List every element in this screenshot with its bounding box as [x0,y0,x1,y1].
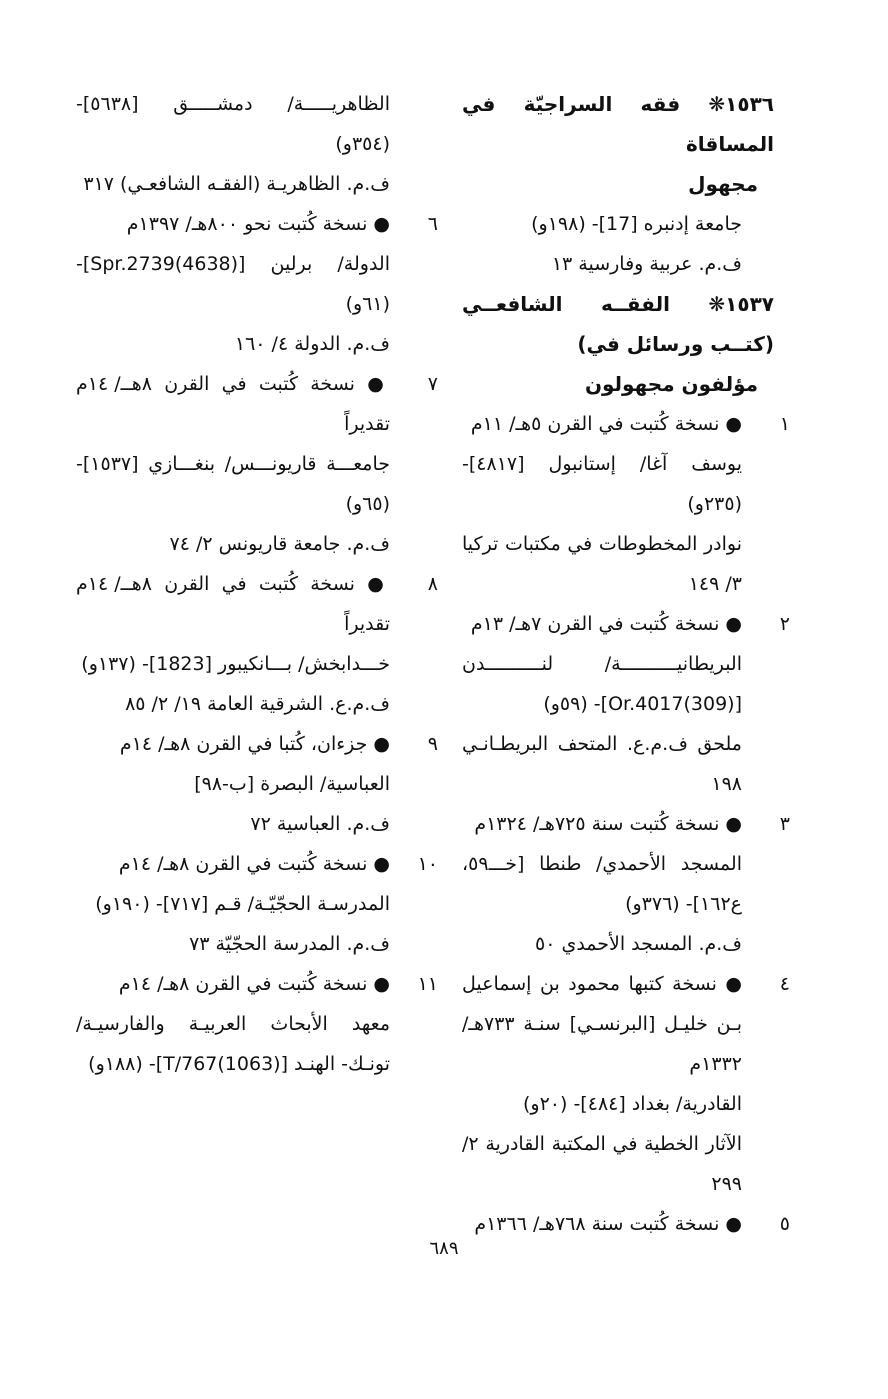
library-reference: يوسف آغا/ إستانبول [٤٨١٧]- (٢٣٥و) [462,453,742,515]
manuscript-entry [462,804,790,964]
manuscript-entry [76,964,438,1084]
manuscript-date: ● نسخة كُتبت في القرن ٨هـ/ ١٤م [118,973,390,995]
entry-number: ٨ [427,573,438,595]
manuscript-entry [76,564,438,724]
manuscript-date: ● نسخة كُتبت في القرن ٨هــ/ ١٤م تقديراً [76,573,390,635]
manuscript-entry [462,964,790,1204]
catalog-reference: ف.م. الدولة ٤/ ١٦٠ [234,333,390,355]
manuscript-date: ● نسخة كُتبت سنة ٧٦٨هـ/ ١٣٦٦م [474,1213,742,1235]
entry-number: ٦ [427,213,438,235]
manuscript-entry [462,604,790,804]
library-reference: خـــدابخش/ بـــانكيبور [1823]- (١٣٧و) [81,653,390,675]
entry-number: ١ [779,413,790,435]
entry-heading-1537: ١٥٣٧❋ الفقــه الشافعــي (كتــب ورسائل في) [462,292,774,356]
author-label: مجهول [688,172,758,196]
manuscript-entry [76,724,438,844]
entry-heading-1536: ١٥٣٦❋ فقه السراجيّة في المساقاة [462,92,774,156]
library-reference: الظاهريـــــة/ دمشـــــق [٥٦٣٨]- (٣٥٤و) [76,93,390,155]
entry-number: ٣ [779,813,790,835]
catalog-reference: ملحق ف.م.ع. المتحف البريطـانـي ١٩٨ [462,733,742,795]
library-reference: جامعـــة قاريونـــس/ بنغـــازي [١٥٣٧]- (٦٥و) [76,453,390,515]
manuscript-date: ● نسخة كُتبت في القرن ٧هـ/ ١٣م [470,613,742,635]
manuscript-date: ● نسخة كُتبت في القرن ٨هـ/ ١٤م [118,853,390,875]
left-column [76,84,438,1084]
entry-number: ١١ [417,973,438,995]
manuscript-date: ● جزءان، كُتبا في القرن ٨هـ/ ١٤م [119,733,390,755]
catalog-reference: ف.م. المسجد الأحمدي ٥٠ [534,933,742,955]
author-label: مؤلفون مجهولون [584,372,758,396]
catalog-reference: ف.م. العباسية ٧٢ [250,813,390,835]
library-reference: جامعة إدنبره [17]- (١٩٨و) [531,213,742,235]
manuscript-date: ● نسخة كُتبت سنة ٧٢٥هـ/ ١٣٢٤م [474,813,742,835]
catalog-reference: ف.م. المدرسة الحجّيّة ٧٣ [189,933,390,955]
catalog-reference: ف.م. جامعة قاريونس ٢/ ٧٤ [169,533,390,555]
manuscript-date: ● نسخة كتبها محمود بن إسماعيل بـن خليـل [البرنسـي] سنـة ٧٣٣هـ/ ١٣٣٢م [462,973,742,1075]
catalog-reference: الآثار الخطية في المكتبة القادرية ٢/ ٢٩٩ [462,1133,742,1195]
catalog-reference: ف.م. عربية وفارسية ١٣ [551,253,742,275]
library-reference: معهد الأبحاث العربيـة والفارسيـة/ تونـك- الهنـد [T/767(1063)]- (١٨٨و) [76,1013,390,1075]
right-column [462,84,790,1244]
library-reference: القادرية/ بغداد [٤٨٤]- (٢٠و) [522,1093,742,1115]
library-reference: الدولة/ برلين [Spr.2739(4638)]- (٦١و) [76,253,390,315]
manuscript-entry [76,364,438,564]
manuscript-entry [76,204,438,364]
entry-number: ٥ [779,1213,790,1235]
manuscript-entry [462,404,790,604]
library-reference: العباسية/ البصرة [ب-٩٨] [194,773,390,795]
library-reference: المسجد الأحمدي/ طنطا [خـــ٥٩، ع١٦٢]- (٣٧٦و) [462,853,742,915]
page-number: ٦٨٩ [429,1238,459,1259]
catalog-reference: ف.م.ع. الشرقية العامة ١٩/ ٢/ ٨٥ [125,693,390,715]
catalog-reference: نوادر المخطوطات في مكتبات تركيا ٣/ ١٤٩ [462,533,742,595]
entry-number: ٧ [427,373,438,395]
entry-number: ١٠ [417,853,438,875]
entry-number: ٩ [427,733,438,755]
manuscript-date: ● نسخة كُتبت في القرن ٨هــ/ ١٤م تقديراً [76,373,390,435]
library-reference: المدرسـة الحجّيّـة/ قـم [٧١٧]- (١٩٠و) [95,893,390,915]
library-reference: البريطانيــــــــــة/ لنــــــــــدن [(309)Or.4017]- (٥٩و) [462,653,742,715]
manuscript-date: ● نسخة كُتبت في القرن ٥هـ/ ١١م [470,413,742,435]
entry-number: ٢ [779,613,790,635]
entry-number: ٤ [779,973,790,995]
catalog-reference: ف.م. الظاهريـة (الفقـه الشافعـي) ٣١٧ [83,173,390,195]
manuscript-date: ● نسخة كُتبت نحو ٨٠٠هـ/ ١٣٩٧م [126,213,390,235]
manuscript-entry [76,844,438,964]
